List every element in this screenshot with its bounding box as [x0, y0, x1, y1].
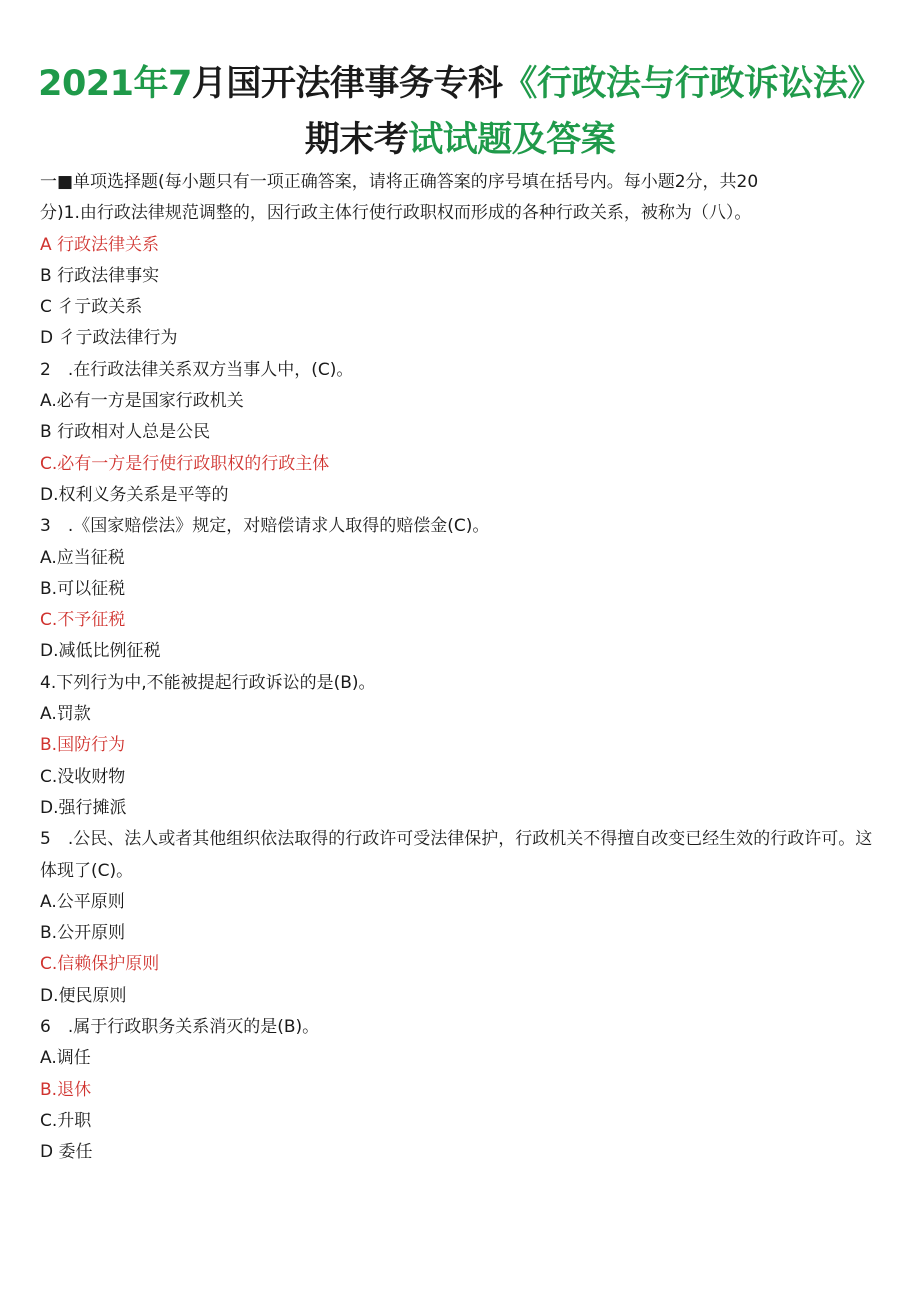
- question-2-stem: 2 .在行政法律关系双方当事人中，(C)。: [40, 359, 354, 380]
- question-2-option-c-answer: C.必有一方是行使行政职权的行政主体: [40, 453, 330, 474]
- question-1-stem: 分)1.由行政法律规范调整的，因行政主体行使行政职权而形成的各种行政关系，被称为（八）。: [40, 203, 752, 224]
- exam-body: [40, 167, 880, 1169]
- question-4-option-a: A.罚款: [40, 704, 91, 725]
- title-line-1: [0, 56, 920, 106]
- title-course-name: 《行政法与行政诉讼法》: [502, 64, 882, 104]
- question-5-option-a: A.公平原则: [40, 891, 125, 912]
- question-4-option-c: C.没收财物: [40, 766, 126, 787]
- question-6-option-c: C.升职: [40, 1110, 92, 1131]
- question-5-option-b: B.公开原则: [40, 923, 126, 944]
- title-exam: 期末考: [304, 120, 409, 160]
- question-4-option-b-answer: B.国防行为: [40, 735, 126, 756]
- question-2-option-d: D.权利义务关系是平等的: [40, 484, 229, 505]
- question-6-option-a: A.调任: [40, 1048, 91, 1069]
- question-3-option-d: D.减低比例征税: [40, 641, 161, 662]
- question-2-option-a: A.必有一方是国家行政机关: [40, 391, 244, 412]
- question-4-option-d: D.强行摊派: [40, 797, 127, 818]
- question-3-option-c-answer: C.不予征税: [40, 610, 126, 631]
- question-3-option-b: B.可以征税: [40, 578, 126, 599]
- question-3-option-a: A.应当征税: [40, 547, 125, 568]
- question-6-option-b-answer: B.退休: [40, 1079, 92, 1100]
- question-5-stem: 5 .公民、法人或者其他组织依法取得的行政许可受法律保护，行政机关不得擅自改变已经生效的行政许可。这体现了(C)。: [40, 829, 873, 881]
- question-1-option-d: D 彳亍政法律行为: [40, 328, 178, 349]
- title-line-2: [0, 112, 920, 162]
- question-3-stem: 3 .《国家赔偿法》规定，对赔偿请求人取得的赔偿金(C)。: [40, 516, 490, 537]
- question-4-stem: 4.下列行为中,不能被提起行政诉讼的是(B)。: [40, 672, 376, 693]
- title-year: 2021年7: [38, 64, 192, 104]
- section-intro: 一■单项选择题(每小题只有一项正确答案，请将正确答案的序号填在括号内。每小题2分，共20: [40, 172, 759, 192]
- question-5-option-d: D.便民原则: [40, 985, 127, 1006]
- question-1-option-a-answer: A 行政法律关系: [40, 234, 160, 255]
- question-1-option-c: C 彳亍政关系: [40, 297, 143, 318]
- question-6-stem: 6 .属于行政职务关系消灭的是(B)。: [40, 1017, 320, 1038]
- question-1-option-b: B 行政法律事实: [40, 265, 160, 286]
- question-6-option-d: D 委任: [40, 1142, 93, 1163]
- title-subject-prefix: 月国开法律事务专科: [191, 64, 503, 104]
- title-questions-answers: 试试题及答案: [408, 120, 616, 160]
- question-5-option-c-answer: C.信赖保护原则: [40, 954, 160, 975]
- question-2-option-b: B 行政相对人总是公民: [40, 422, 211, 443]
